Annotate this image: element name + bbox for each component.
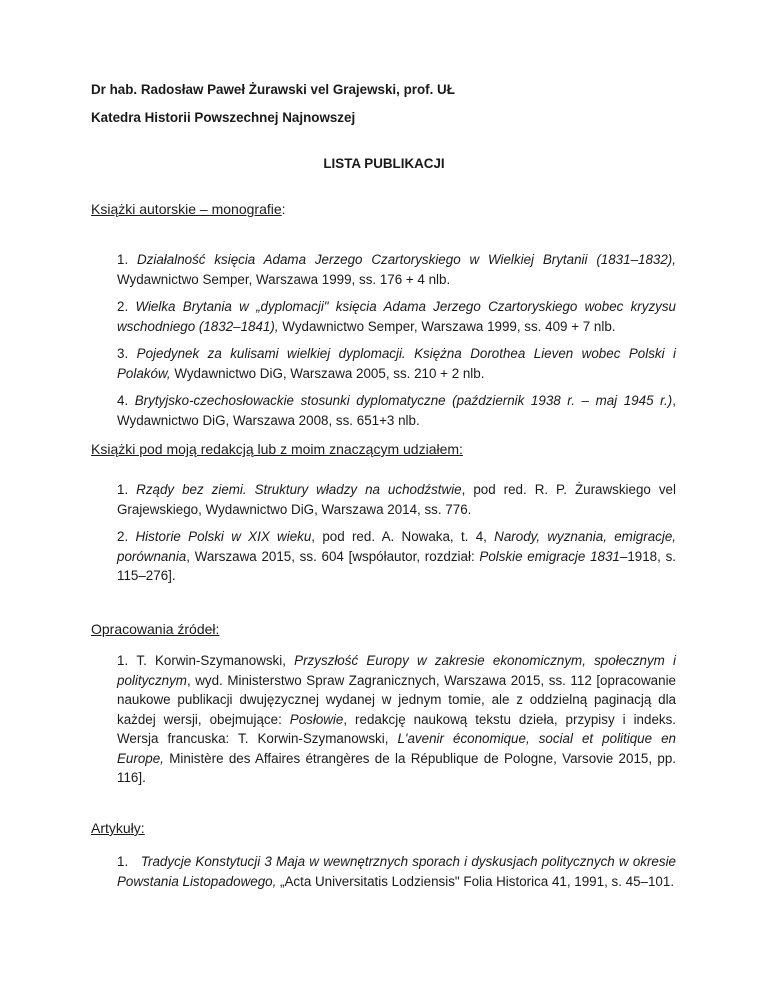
book-entry-1: 1. Działalność księcia Adama Jerzego Czartoryskiego w Wielkiej Brytanii (1831–1832), Wydawnictwo Semper, Warszawa 1999, ss. 176 + 4 nlb. xyxy=(117,252,676,287)
book-entry-3: 3. Pojedynek za kulisami wielkiej dyplomacji. Księżna Dorothea Lieven wobec Polski i Polaków, Wydawnictwo DiG, Warszawa 2005, ss. 210 + 2 nlb. xyxy=(117,346,676,381)
section-heading-articles: Artykuły: xyxy=(91,820,145,836)
section-heading-sources: Opracowania źródeł: xyxy=(91,621,220,637)
author-line: Dr hab. Radosław Paweł Żurawski vel Grajewski, prof. UŁ xyxy=(91,82,455,97)
book-entry-2: 2. Wielka Brytania w „dyplomacji" księcia Adama Jerzego Czartoryskiego wobec kryzysu wschodniego (1832–1841), Wydawnictwo Semper, Warszawa 1999, ss. 409 + 7 nlb. xyxy=(117,299,676,334)
source-entry-1: 1. T. Korwin-Szymanowski, Przyszłość Europy w zakresie ekonomicznym, społecznym i politycznym, wyd. Ministerstwo Spraw Zagranicznych, Warszawa 2015, ss. 112 [opracowanie naukowe publikacji dwujęzycznej wydanej w jednym tomie, ale z oddzielną paginacją dla każdej wersji, obejmujące: Posłowie, redakcję naukową tekstu dzieła, przypisy i indeks. Wersja francuska: T. Korwin-Szymanowski, L'avenir économique, social et politique en Europe, Ministère des Affaires étrangères de la République de Pologne, Varsovie 2015, pp. 116]. xyxy=(117,653,677,785)
section-heading-books: Książki autorskie – monografie: xyxy=(91,201,286,217)
section-heading-edited: Książki pod moją redakcją lub z moim znaczącym udziałem: xyxy=(91,441,463,457)
book-entry-4: 4. Brytyjsko-czechosłowackie stosunki dyplomatyczne (październik 1938 r. – maj 1945 r.), Wydawnictwo DiG, Warszawa 2008, ss. 651+3 nlb. xyxy=(117,393,676,428)
document-title: LISTA PUBLIKACJI xyxy=(323,156,445,171)
department-line: Katedra Historii Powszechnej Najnowszej xyxy=(91,110,356,125)
edited-entry-2: 2. Historie Polski w XIX wieku, pod red. A. Nowaka, t. 4, Narody, wyznania, emigracje, porównania, Warszawa 2015, ss. 604 [współautor, rozdział: Polskie emigracje 1831–1918, s. 115–276]. xyxy=(117,529,676,583)
article-entry-1: 1. Tradycje Konstytucji 3 Maja w wewnętrznych sporach i dyskusjach politycznych w okresie Powstania Listopadowego, „Acta Universitatis Lodziensis" Folia Historica 41, 1991, s. 45–101. xyxy=(117,854,676,889)
edited-entry-1: 1. Rządy bez ziemi. Struktury władzy na uchodźstwie, pod red. R. P. Żurawskiego vel Grajewskiego, Wydawnictwo DiG, Warszawa 2014, ss. 776. xyxy=(117,482,676,517)
